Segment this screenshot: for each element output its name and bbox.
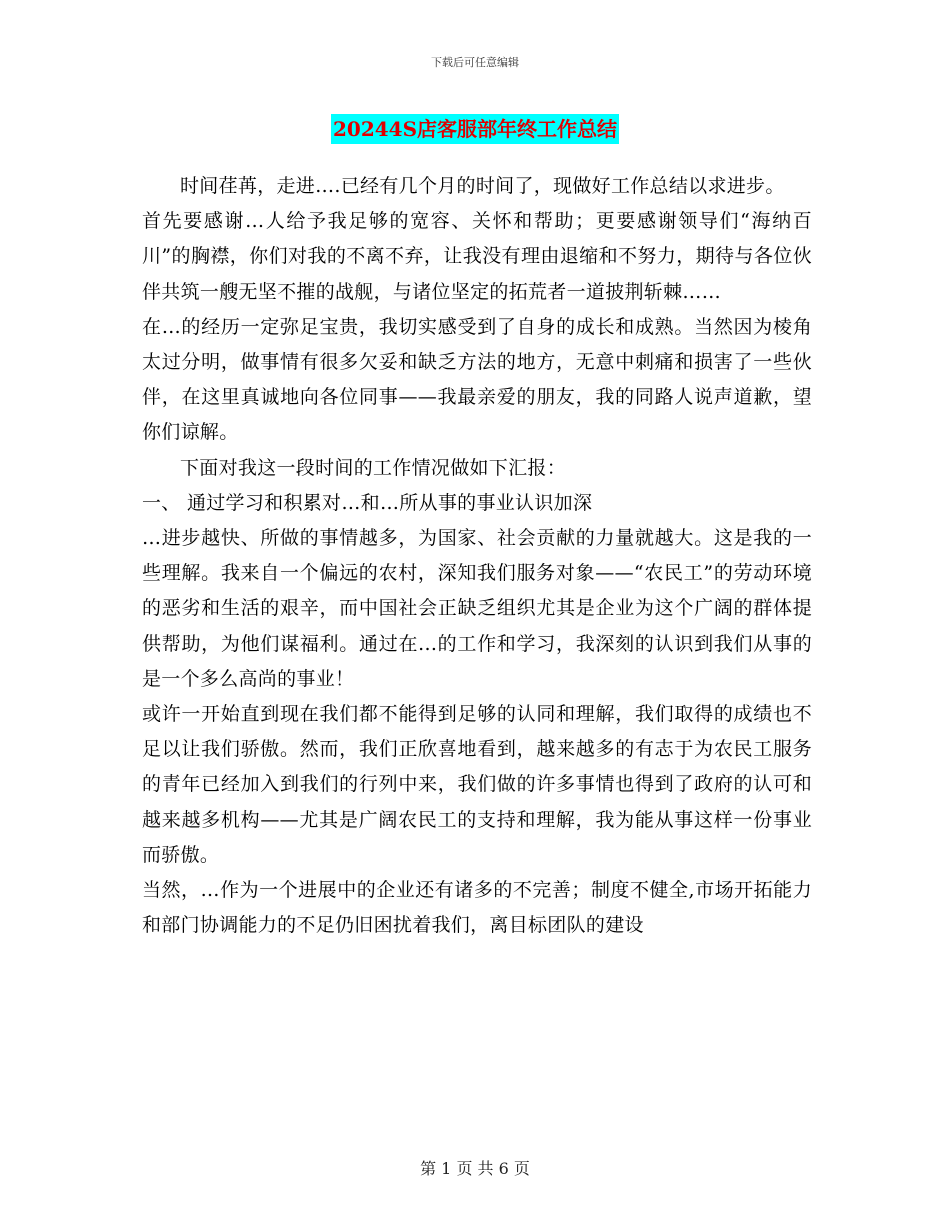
page-footer: 第 1 页 共 6 页 [420,1159,530,1178]
header-note: 下载后可任意编辑 [431,56,519,69]
paragraph: 在…的经历一定弥足宝贵，我切实感受到了自身的成长和成熟。当然因为棱角太过分明，做事情有很多欠妥和缺乏方法的地方，无意中刺痛和损害了一些伙伴，在这里真诚地向各位同事——我最亲爱的朋友，我的同路人说声道歉，望你们谅解。 [142,315,812,444]
paragraph: …进步越快、所做的事情越多，为国家、社会贡献的力量就越大。这是我的一些理解。我来自一个偏远的农村，深知我们服务对象——“农民工”的劳动环境的恶劣和生活的艰辛，而中国社会正缺乏组织尤其是企业为这个广阔的群体提供帮助，为他们谋福利。通过在...的工作和学习，我深刻的认识到我们从事的是一个多么高尚的事业！ [142,527,812,690]
document-title: 20244S店客服部年终工作总结 [331,114,619,144]
paragraph: 当然，…作为一个进展中的企业还有诸多的不完善；制度不健全,市场开拓能力和部门协调能力的不足仍旧困扰着我们，离目标团队的建设 [142,879,812,937]
title-wrap [0,114,950,144]
paragraph: 首先要感谢…人给予我足够的宽容、关怀和帮助；更要感谢领导们“海纳百川”的胸襟，你们对我的不离不弃，让我没有理由退缩和不努力，期待与各位伙伴共筑一艘无坚不摧的战舰，与诸位坚定的拓荒者一道披荆斩棘…… [142,210,812,303]
paragraph: 时间荏苒，走进….已经有几个月的时间了，现做好工作总结以求进步。 [180,175,785,197]
document-body [142,169,812,943]
paragraph: 或许一开始直到现在我们都不能得到足够的认同和理解，我们取得的成绩也不足以让我们骄傲。然而，我们正欣喜地看到，越来越多的有志于为农民工服务的青年已经加入到我们的行列中来，我们做的许多事情也得到了政府的认可和越来越多机构——尤其是广阔农民工的支持和理解，我为能从事这样一份事业而骄傲。 [142,703,812,866]
paragraph: 下面对我这一段时间的工作情况做如下汇报： [180,456,567,479]
section-heading: 一、 通过学习和积累对…和…所从事的事业认识加深 [142,491,593,514]
